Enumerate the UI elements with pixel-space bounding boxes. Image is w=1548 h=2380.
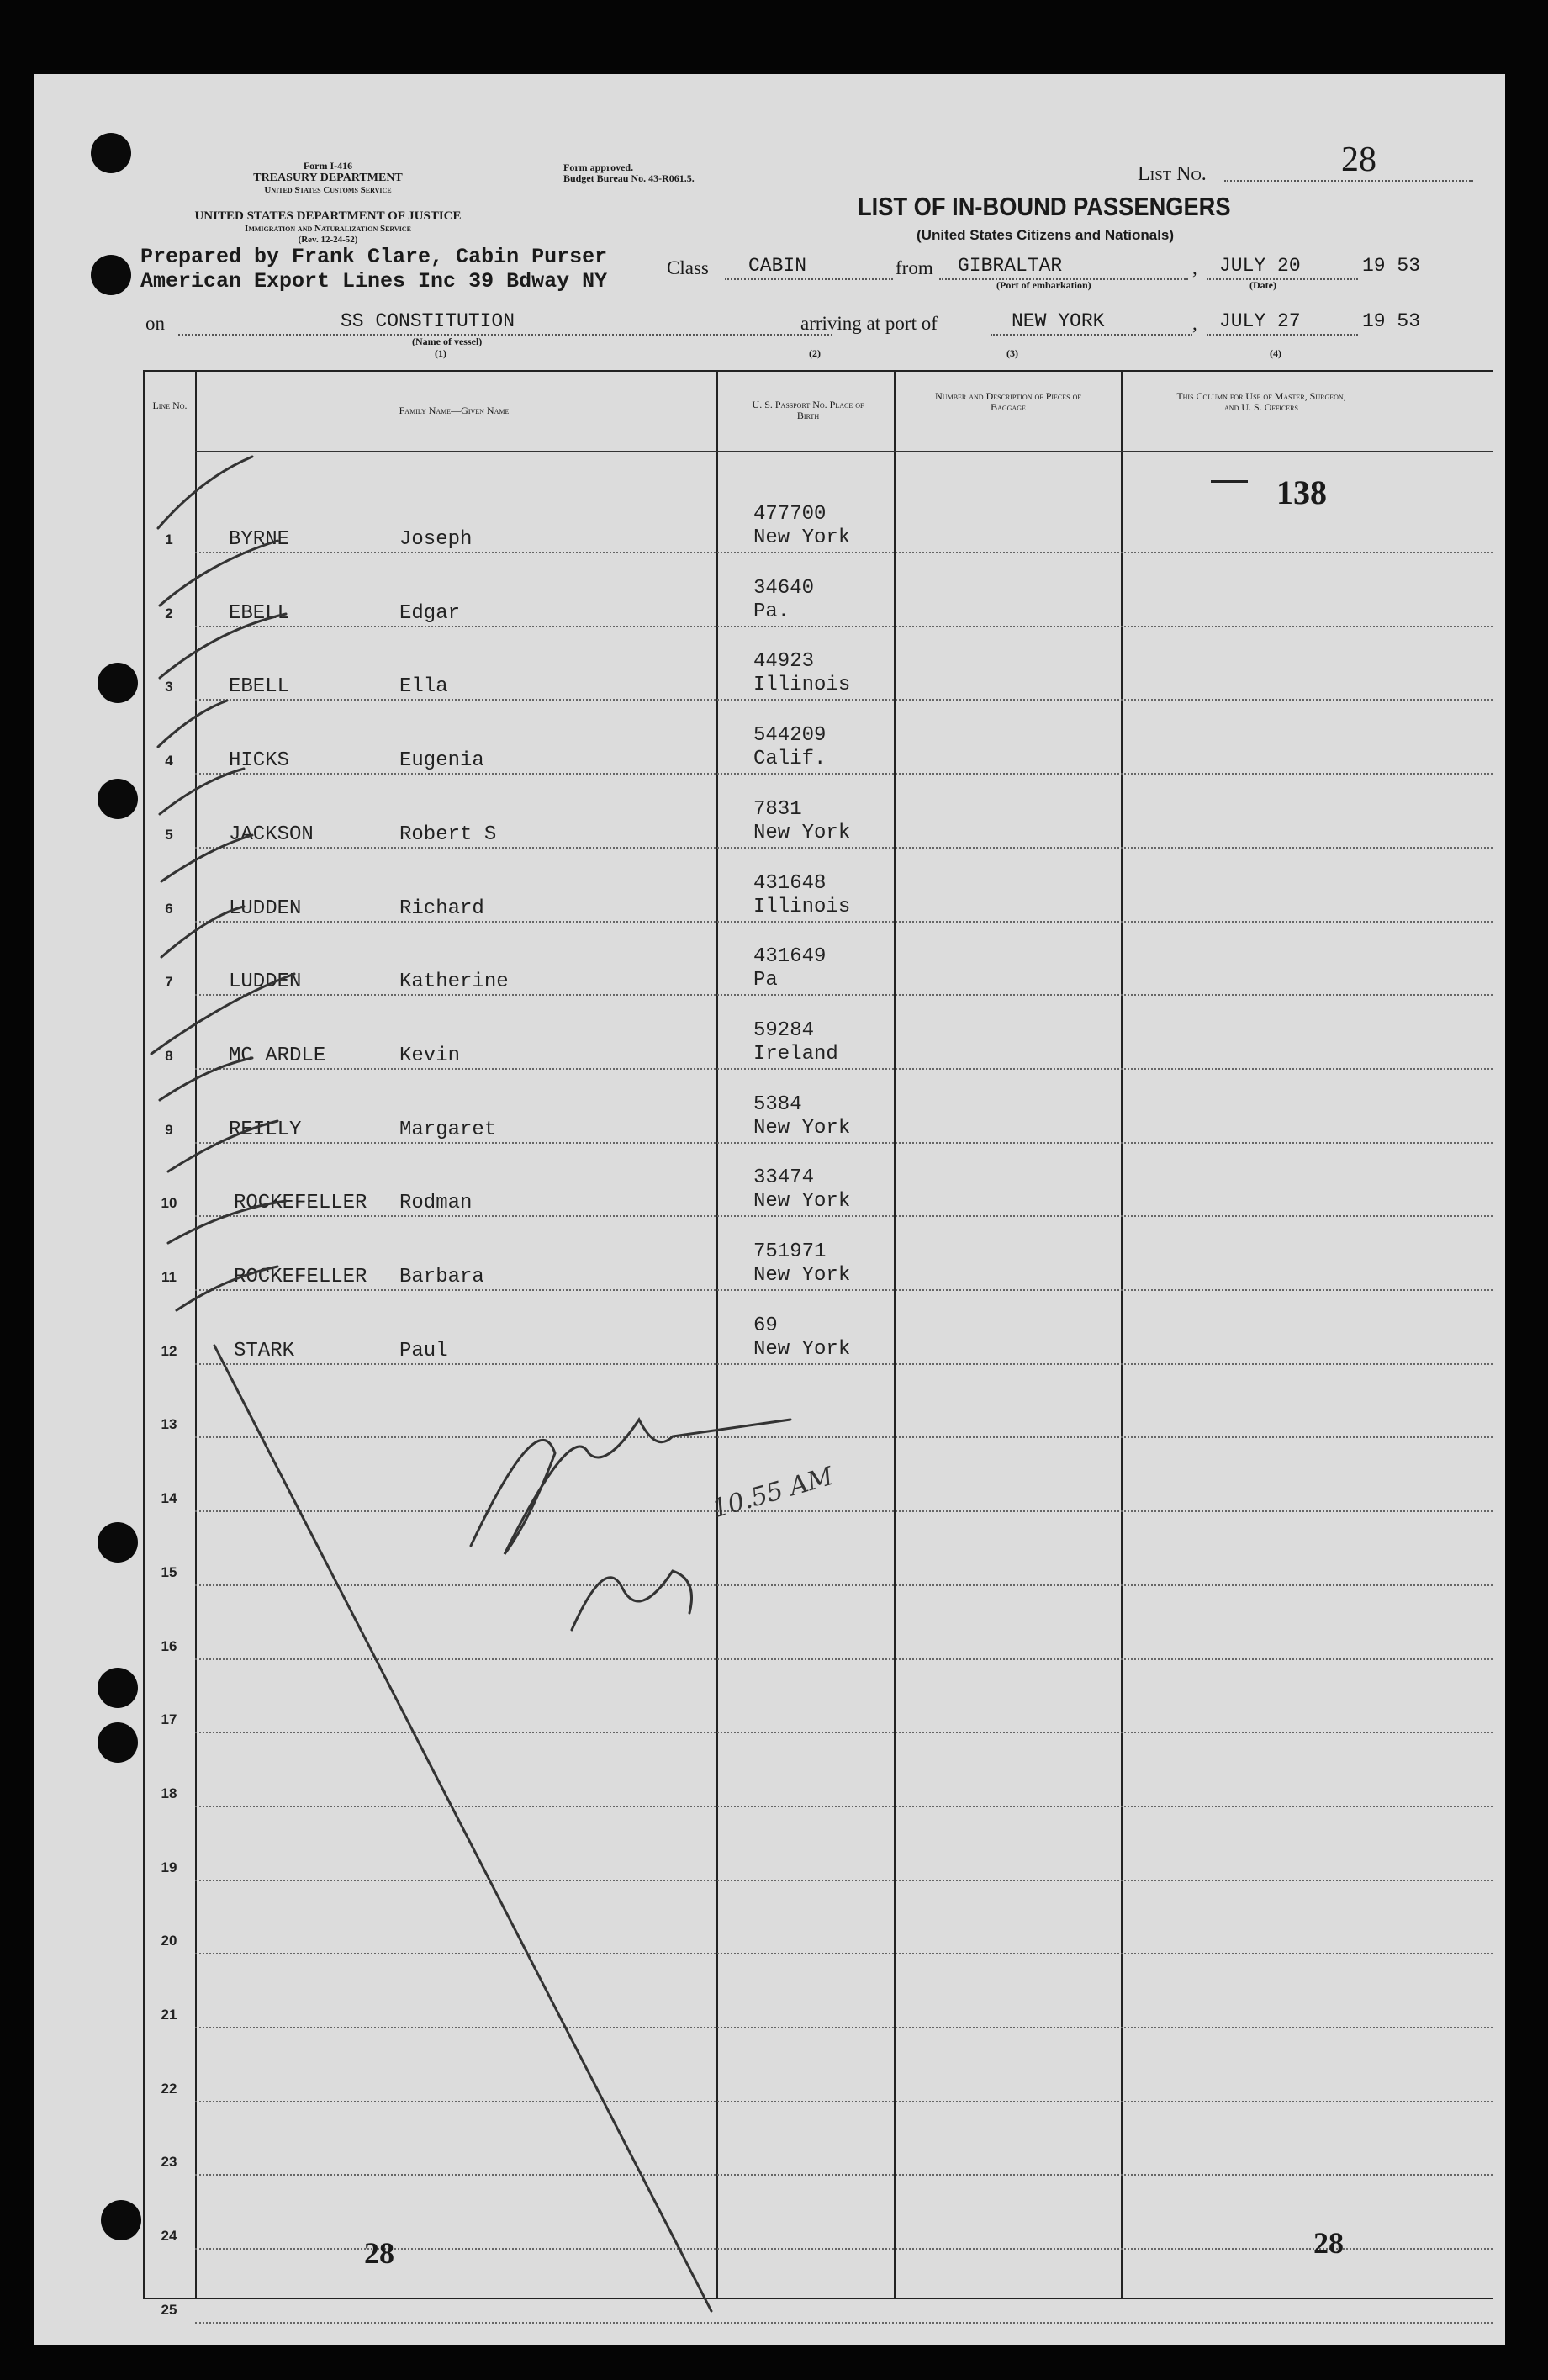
arrival-year: 19 53 (1362, 310, 1421, 332)
passport-number: 477700 (753, 503, 827, 526)
passport-number: 544209 (753, 724, 827, 748)
line-number: 10 (161, 1195, 177, 1212)
given-name: Robert S (399, 822, 497, 846)
col-header-baggage: Number and Description of Pieces of Baggage (935, 390, 1081, 413)
line-number: 25 (161, 2301, 177, 2318)
line-number: 2 (165, 605, 173, 621)
form-title: LIST OF IN-BOUND PASSENGERS (858, 192, 1231, 221)
check-mark (168, 1121, 277, 1171)
family-name: BYRNE (229, 528, 290, 551)
officer-mark: 138 (1276, 473, 1327, 511)
given-name: Paul (399, 1339, 448, 1362)
line-number: 5 (165, 826, 173, 843)
list-no-label: List No. (1138, 163, 1207, 185)
form-approved: Form approved. (563, 161, 634, 173)
passport-number: 59284 (753, 1018, 815, 1042)
justice-department: UNITED STATES DEPARTMENT OF JUSTICE (194, 209, 462, 223)
given-name: Edgar (399, 601, 461, 625)
inspector-initials (572, 1571, 692, 1630)
family-name: LUDDEN (229, 896, 302, 920)
check-mark (161, 907, 244, 957)
given-name: Katherine (399, 971, 509, 994)
passport-number: 431649 (753, 945, 827, 969)
vessel-name: SS CONSTITUTION (341, 310, 515, 332)
birthplace: New York (753, 1116, 851, 1140)
given-name: Joseph (399, 528, 473, 551)
line-number: 11 (161, 1269, 177, 1285)
family-name: STARK (234, 1339, 295, 1362)
family-name: LUDDEN (229, 971, 302, 994)
check-mark (158, 701, 227, 747)
date-comma: , (1192, 257, 1197, 278)
arrival-date: JULY 27 (1219, 310, 1301, 332)
line-number: 16 (161, 1637, 177, 1654)
passport-number: 34640 (753, 576, 815, 600)
page-number-right: 28 (1313, 2226, 1344, 2260)
passport-number: 5384 (753, 1092, 802, 1116)
line-number: 13 (161, 1416, 177, 1433)
birthplace: Ireland (753, 1042, 838, 1066)
form-subtitle: (United States Citizens and Nationals) (917, 227, 1175, 243)
arriving-label: arriving at port of (800, 313, 938, 334)
departure-date: JULY 20 (1219, 255, 1301, 277)
col-header-officers: This Column for Use of Master, Surgeon, and U. S. Officers (1176, 390, 1346, 413)
given-name: Ella (399, 675, 448, 699)
given-name: Margaret (399, 1118, 497, 1141)
line-number: 23 (161, 2154, 177, 2171)
line-number: 18 (161, 1785, 177, 1801)
arrival-comma: , (1192, 313, 1197, 334)
from-label: from (896, 257, 933, 278)
passport-number: 44923 (753, 650, 815, 674)
line-number: 7 (165, 974, 173, 991)
form-number: Form I-416 (303, 160, 353, 172)
line-number: 24 (161, 2228, 177, 2245)
birthplace: New York (753, 526, 851, 549)
officer-dash (1211, 480, 1248, 483)
family-name: EBELL (229, 601, 290, 625)
line-number: 20 (161, 1933, 177, 1949)
family-name: MC ARDLE (229, 1044, 326, 1067)
list-no-value: 28 (1341, 140, 1376, 179)
check-marks-overlay (34, 74, 1505, 2345)
line-number: 12 (161, 1342, 177, 1359)
check-mark (151, 974, 294, 1054)
check-mark (168, 1201, 286, 1243)
birthplace: New York (753, 1337, 851, 1361)
on-label: on (145, 313, 165, 334)
family-name: REILLY (229, 1118, 302, 1141)
family-name: ROCKEFELLER (234, 1192, 367, 1215)
line-number: 3 (165, 679, 173, 695)
family-name: ROCKEFELLER (234, 1266, 367, 1288)
birthplace: Calif. (753, 748, 827, 771)
col-header-name: Family Name—Given Name (399, 405, 510, 416)
customs-service: United States Customs Service (264, 185, 392, 195)
line-number: 8 (165, 1047, 173, 1064)
form-revision: (Rev. 12-24-52) (298, 235, 358, 245)
passport-number: 751971 (753, 1240, 827, 1263)
family-name: JACKSON (229, 822, 314, 846)
given-name: Rodman (399, 1192, 473, 1215)
class-value: CABIN (748, 255, 807, 277)
given-name: Richard (399, 896, 484, 920)
passport-number: 69 (753, 1314, 778, 1337)
budget-bureau: Budget Bureau No. 43-R061.5. (563, 172, 695, 184)
treasury-department: TREASURY DEPARTMENT (253, 172, 403, 184)
col-header-passport: U. S. Passport No. Place of Birth (752, 399, 864, 421)
check-mark (160, 1058, 252, 1100)
passport-number: 7831 (753, 797, 802, 821)
cancel-line (214, 1346, 711, 2311)
birthplace: Illinois (753, 895, 851, 918)
date-caption: (Date) (1249, 279, 1276, 291)
check-mark (177, 1267, 277, 1310)
line-number: 14 (161, 1490, 177, 1507)
given-name: Kevin (399, 1044, 461, 1067)
check-mark (161, 835, 252, 881)
family-name: HICKS (229, 749, 290, 773)
col4-num: (4) (1270, 347, 1281, 359)
col3-num: (3) (1006, 347, 1018, 359)
check-mark (160, 769, 244, 814)
prepared-by-line2: American Export Lines Inc 39 Bdway NY (140, 269, 608, 294)
birthplace: Illinois (753, 674, 851, 697)
prepared-by-line1: Prepared by Frank Clare, Cabin Purser (140, 245, 608, 269)
col-header-line-no: Line No. (152, 399, 188, 411)
birthplace: Pa (753, 969, 778, 992)
line-number: 15 (161, 1563, 177, 1580)
passport-number: 33474 (753, 1166, 815, 1190)
page-number-left: 28 (364, 2236, 394, 2270)
vessel-caption: (Name of vessel) (412, 336, 483, 347)
given-name: Eugenia (399, 749, 484, 773)
check-mark (160, 614, 286, 678)
line-number: 17 (161, 1711, 177, 1728)
line-number: 9 (165, 1121, 173, 1138)
from-value: GIBRALTAR (958, 255, 1063, 277)
col2-num: (2) (809, 347, 821, 359)
arrival-port: NEW YORK (1012, 310, 1105, 332)
port-caption: (Port of embarkation) (996, 279, 1091, 291)
line-number: 22 (161, 2080, 177, 2097)
form-sheet (34, 74, 1505, 2345)
check-mark (160, 541, 277, 606)
birthplace: New York (753, 821, 851, 844)
departure-year: 19 53 (1362, 255, 1421, 277)
line-number: 1 (165, 532, 173, 547)
family-name: EBELL (229, 675, 290, 699)
handwritten-time: 10.55 AM (709, 1461, 837, 1525)
line-number: 6 (165, 900, 173, 917)
check-mark (158, 457, 252, 528)
line-number: 19 (161, 1859, 177, 1875)
vessel-col-num: (1) (435, 347, 446, 359)
passport-number: 431648 (753, 871, 827, 895)
immigration-service: Immigration and Naturalization Service (245, 224, 411, 234)
birthplace: Pa. (753, 600, 790, 623)
given-name: Barbara (399, 1266, 484, 1288)
birthplace: New York (753, 1264, 851, 1287)
class-label: Class (667, 257, 709, 278)
birthplace: New York (753, 1190, 851, 1214)
line-number: 4 (165, 753, 173, 770)
line-number: 21 (161, 2007, 177, 2023)
